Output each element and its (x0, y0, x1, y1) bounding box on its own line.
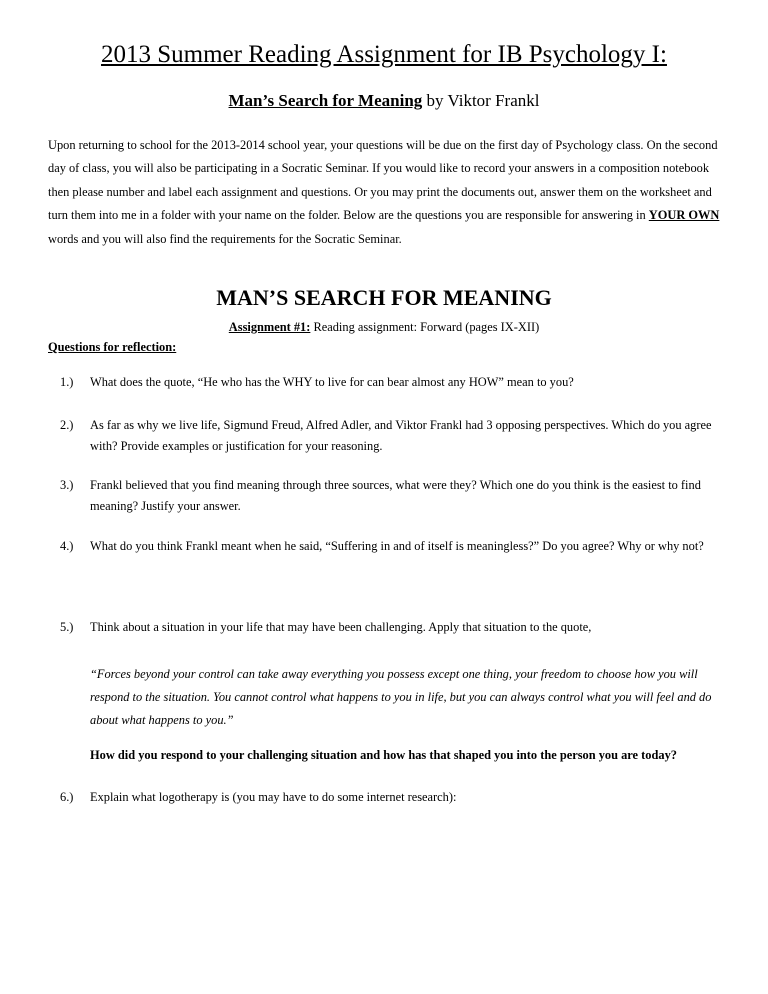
question-item (60, 536, 730, 557)
question-item (60, 787, 730, 808)
section-title: MAN’S SEARCH FOR MEANING (216, 285, 552, 310)
intro-emphasis: YOUR OWN (648, 208, 720, 223)
page-title: 2013 Summer Reading Assignment for IB Psychology I: (101, 41, 667, 68)
intro-text-after: words and you will also find the requirements for the Socratic Seminar. (48, 231, 402, 246)
question-text: As far as why we live life, Sigmund Freud, Alfred Adler, and Viktor Frankl had 3 opposing perspectives. Which do you agree with? Provide examples or justification for your reasoning. (90, 418, 712, 453)
question-text: What do you think Frankl meant when he said, “Suffering in and of itself is meaningless?” Do you agree? Why or why not? (90, 539, 704, 553)
intro-paragraph (48, 134, 726, 251)
intro-text-before: Upon returning to school for the 2013-2014 school year, your questions will be due on the first day of Psychology class. On the second day of class, you will also be participating in a Socratic Seminar. If you would like to record your answers in a composition notebook then please number and label each assignment and questions. Or you may print the documents out, answer them on the worksheet and turn them into me in a folder with your name on the folder. Below are the questions you are responsible for answering in (48, 138, 718, 223)
question-number: 1.) (60, 375, 74, 389)
question-number: 6.) (60, 790, 74, 804)
question-item (60, 617, 730, 638)
reflection-heading: Questions for reflection: (48, 340, 177, 354)
question-item (60, 475, 730, 517)
author-line: by Viktor Frankl (422, 91, 540, 110)
question-number: 3.) (60, 478, 74, 492)
assignment-line (0, 318, 768, 336)
question-number: 4.) (60, 539, 74, 553)
question-text: Explain what logotherapy is (you may have to do some internet research): (90, 790, 457, 804)
frankl-quote: “Forces beyond your control can take away everything you possess except one thing, your freedom to choose how you will respond to the situation. You cannot control what happens to you in life, but you can always control what you will feel and do about what happens to you.” (90, 667, 712, 727)
question-item (60, 415, 730, 457)
question-text: What does the quote, “He who has the WHY to live for can bear almost any HOW” mean to you? (90, 375, 574, 389)
question-text: Frankl believed that you find meaning through three sources, what were they? Which one do you think is the easiest to find meaning? Justify your answer. (90, 478, 701, 513)
assignment-label: Assignment #1: (228, 320, 311, 334)
question-number: 5.) (60, 620, 74, 634)
question-item (60, 372, 730, 393)
book-title: Man’s Search for Meaning (228, 91, 423, 110)
page-subtitle (0, 90, 768, 112)
follow-up-question: How did you respond to your challenging situation and how has that shaped you into the person you are today? (90, 748, 677, 762)
question-text: Think about a situation in your life that may have been challenging. Apply that situation to the quote, (90, 620, 592, 634)
assignment-text: Reading assignment: Forward (pages IX-XII) (310, 320, 540, 334)
question-number: 2.) (60, 418, 74, 432)
